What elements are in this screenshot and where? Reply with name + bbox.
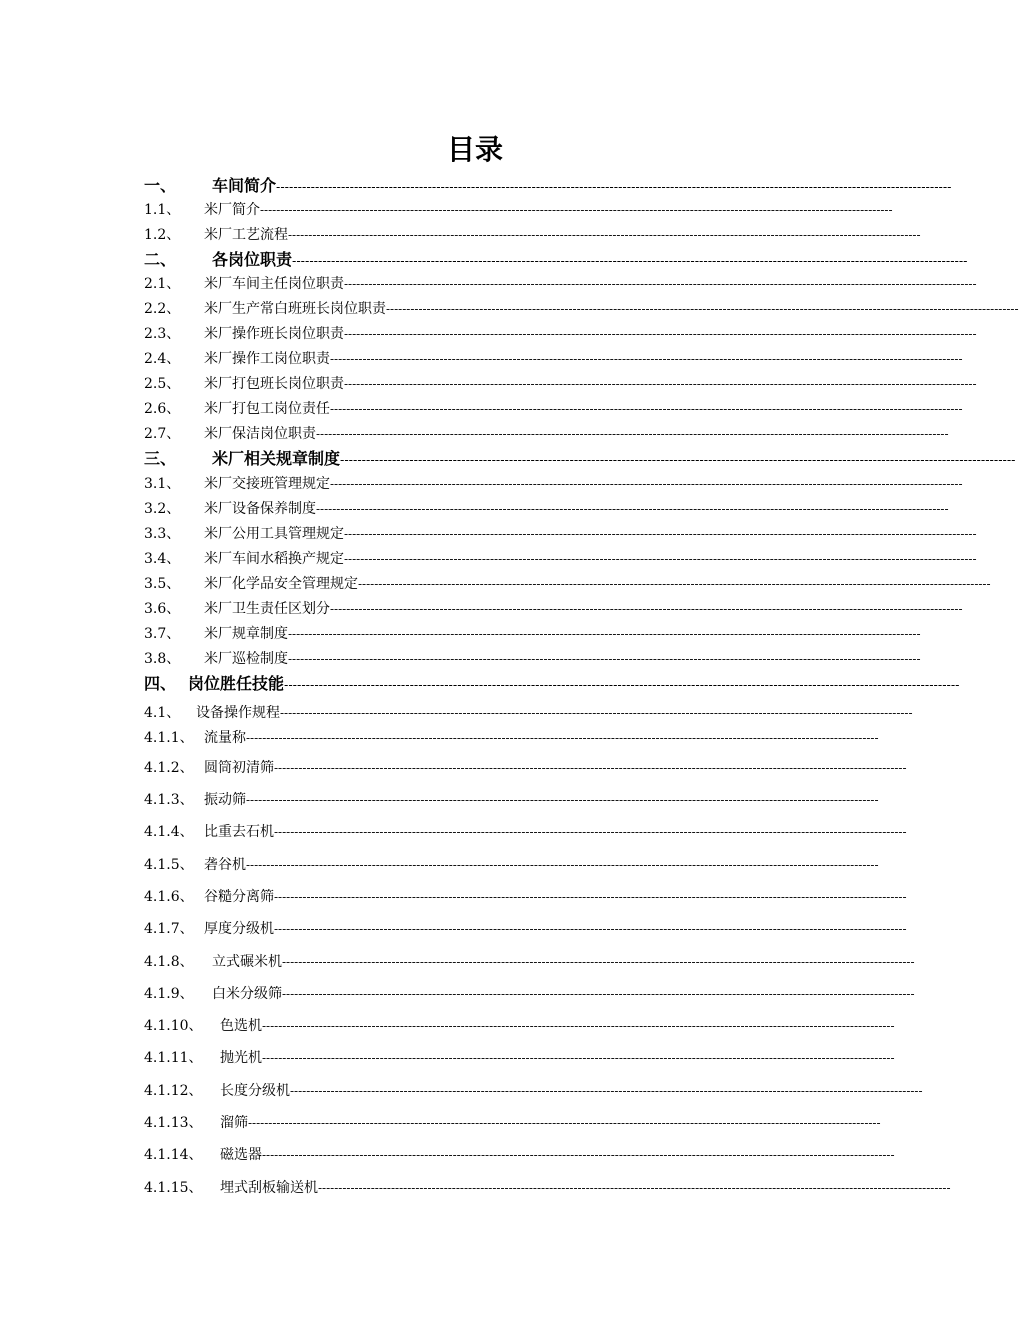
toc-entry-number: 2.7、 [144,426,181,442]
leader-dashes: ------------------------------------------------------------------------------------------------------------------------------------------------------------ [246,793,879,807]
toc-entry[interactable] [144,474,963,494]
toc-entry[interactable] [144,549,977,569]
toc-entry-number: 1.1、 [144,202,181,218]
toc-entry-number: 4.1.5、 [144,857,194,873]
toc-entry-number: 4.1.9、 [144,986,194,1002]
toc-entry-title: 流量称 [204,730,246,746]
toc-entry-number: 4.1.14、 [144,1147,203,1163]
toc-entry-title: 厚度分级机 [204,921,274,937]
toc-entry[interactable] [144,374,977,394]
toc-entry[interactable] [144,1081,923,1101]
toc-entry-number: 3.6、 [144,601,181,617]
toc-entry-title: 米厂打包工岗位责任 [204,401,330,417]
leader-dashes: ------------------------------------------------------------------------------------------------------------------------------------------------------------ [274,890,907,904]
toc-entry-title: 米厂化学品安全管理规定 [204,576,358,592]
toc-entry-title: 长度分级机 [220,1083,290,1099]
leader-dashes: ------------------------------------------------------------------------------------------------------------------------------------------------------------ [284,678,960,692]
toc-entry-number: 4.1.7、 [144,921,194,937]
toc-entry-number: 4.1.1、 [144,730,194,746]
toc-entry[interactable] [144,1113,881,1133]
toc-section[interactable] [144,449,1016,470]
toc-entry-number: 3.1、 [144,476,181,492]
toc-entry[interactable] [144,299,1019,319]
leader-dashes: ------------------------------------------------------------------------------------------------------------------------------------------------------------ [288,652,921,666]
toc-section[interactable] [144,176,952,197]
toc-entry[interactable] [144,349,963,369]
leader-dashes: ------------------------------------------------------------------------------------------------------------------------------------------------------------ [276,180,952,194]
leader-dashes: ------------------------------------------------------------------------------------------------------------------------------------------------------------ [274,825,907,839]
leader-dashes: ------------------------------------------------------------------------------------------------------------------------------------------------------------ [280,706,913,720]
toc-entry[interactable] [144,1145,895,1165]
toc-entry-title: 米厂规章制度 [204,626,288,642]
toc-entry-title: 米厂公用工具管理规定 [204,526,344,542]
toc-entry-title: 米厂设备保养制度 [204,501,316,517]
toc-entry[interactable] [144,1016,895,1036]
toc-entry-title: 米厂保洁岗位职责 [204,426,316,442]
toc-entry-title: 米厂交接班管理规定 [204,476,330,492]
leader-dashes: ------------------------------------------------------------------------------------------------------------------------------------------------------------ [330,402,963,416]
toc-entry-title: 抛光机 [220,1050,262,1066]
toc-entry-number: 2.4、 [144,351,181,367]
toc-entry-title: 振动筛 [204,792,246,808]
toc-entry-title: 圆筒初清筛 [204,760,274,776]
toc-entry-title: 磁选器 [220,1147,262,1163]
leader-dashes: ------------------------------------------------------------------------------------------------------------------------------------------------------------ [282,955,915,969]
leader-dashes: ------------------------------------------------------------------------------------------------------------------------------------------------------------ [246,858,879,872]
leader-dashes: ------------------------------------------------------------------------------------------------------------------------------------------------------------ [288,228,921,242]
leader-dashes: ------------------------------------------------------------------------------------------------------------------------------------------------------------ [330,602,963,616]
leader-dashes: ------------------------------------------------------------------------------------------------------------------------------------------------------------ [358,577,991,591]
leader-dashes: ------------------------------------------------------------------------------------------------------------------------------------------------------------ [344,527,977,541]
toc-entry-number: 4.1.10、 [144,1018,203,1034]
toc-entry[interactable] [144,919,907,939]
toc-entry-title: 米厂简介 [204,202,260,218]
toc-entry[interactable] [144,274,977,294]
toc-entry-title: 白米分级筛 [212,986,282,1002]
leader-dashes: ------------------------------------------------------------------------------------------------------------------------------------------------------------ [262,1148,895,1162]
toc-entry-title: 米厂打包班长岗位职责 [204,376,344,392]
toc-entry[interactable] [144,524,977,544]
toc-entry-number: 2.2、 [144,301,181,317]
leader-dashes: ------------------------------------------------------------------------------------------------------------------------------------------------------------ [316,502,949,516]
leader-dashes: ------------------------------------------------------------------------------------------------------------------------------------------------------------ [344,277,977,291]
toc-entry-number: 4.1.2、 [144,760,194,776]
toc-entry[interactable] [144,200,893,220]
toc-entry-title: 车间简介 [212,176,277,195]
toc-entry-number: 4.1、 [144,705,181,721]
toc-entry-title: 米厂操作工岗位职责 [204,351,330,367]
toc-entry-title: 米厂操作班长岗位职责 [204,326,344,342]
toc-entry[interactable] [144,424,949,444]
toc-entry-title: 各岗位职责 [212,250,293,269]
leader-dashes: ------------------------------------------------------------------------------------------------------------------------------------------------------------ [292,254,968,268]
toc-entry-title: 溜筛 [220,1115,248,1131]
leader-dashes: ------------------------------------------------------------------------------------------------------------------------------------------------------------ [288,627,921,641]
toc-entry-title: 设备操作规程 [196,705,280,721]
toc-entry-number: 3.4、 [144,551,181,567]
toc-entry-number: 4.1.15、 [144,1180,203,1196]
leader-dashes: ------------------------------------------------------------------------------------------------------------------------------------------------------------ [290,1084,923,1098]
toc-entry[interactable] [144,984,915,1004]
toc-entry-number: 4.1.8、 [144,954,194,970]
toc-entry-title: 砻谷机 [204,857,246,873]
toc-entry-number: 3.5、 [144,576,181,592]
toc-entry-number: 二、 [144,250,177,269]
toc-entry-number: 2.6、 [144,401,181,417]
toc-entry-title: 立式碾米机 [212,954,282,970]
toc-entry[interactable] [144,599,963,619]
leader-dashes: ------------------------------------------------------------------------------------------------------------------------------------------------------------ [262,1019,895,1033]
toc-entry-title: 米厂车间水稻换产规定 [204,551,344,567]
toc-entry-number: 3.2、 [144,501,181,517]
toc-entry-number: 4.1.12、 [144,1083,203,1099]
toc-entry-title: 米厂相关规章制度 [212,449,341,468]
toc-entry-number: 四、 [144,674,177,693]
toc-entry[interactable] [144,399,963,419]
toc-entry-number: 3.8、 [144,651,181,667]
toc-entry-title: 米厂车间主任岗位职责 [204,276,344,292]
toc-entry-number: 3.3、 [144,526,181,542]
toc-entry[interactable] [144,649,921,669]
page-title: 目录 [446,133,503,166]
toc-entry-number: 4.1.13、 [144,1115,203,1131]
toc-entry-title: 米厂工艺流程 [204,227,288,243]
toc-entry[interactable] [144,225,921,245]
toc-entry[interactable] [144,855,879,875]
leader-dashes: ------------------------------------------------------------------------------------------------------------------------------------------------------------ [274,761,907,775]
toc-entry-title: 比重去石机 [204,824,274,840]
toc-entry[interactable] [144,758,907,778]
leader-dashes: ------------------------------------------------------------------------------------------------------------------------------------------------------------ [274,922,907,936]
leader-dashes: ------------------------------------------------------------------------------------------------------------------------------------------------------------ [316,427,949,441]
leader-dashes: ------------------------------------------------------------------------------------------------------------------------------------------------------------ [386,302,1019,316]
leader-dashes: ------------------------------------------------------------------------------------------------------------------------------------------------------------ [344,327,977,341]
toc-entry-title: 米厂生产常白班班长岗位职责 [204,301,386,317]
leader-dashes: ------------------------------------------------------------------------------------------------------------------------------------------------------------ [330,477,963,491]
leader-dashes: ------------------------------------------------------------------------------------------------------------------------------------------------------------ [344,552,977,566]
toc-entry[interactable] [144,952,915,972]
toc-entry[interactable] [144,1178,951,1198]
toc-entry[interactable] [144,574,991,594]
toc-entry-title: 色选机 [220,1018,262,1034]
leader-dashes: ------------------------------------------------------------------------------------------------------------------------------------------------------------ [344,377,977,391]
toc-entry-number: 3.7、 [144,626,181,642]
toc-entry-title: 岗位胜任技能 [188,674,285,693]
toc-entry-number: 2.3、 [144,326,181,342]
toc-entry-number: 4.1.6、 [144,889,194,905]
leader-dashes: ------------------------------------------------------------------------------------------------------------------------------------------------------------ [282,987,915,1001]
toc-entry-number: 2.1、 [144,276,181,292]
toc-section[interactable] [144,674,960,695]
toc-entry-number: 三、 [144,449,177,468]
toc-entry-number: 一、 [144,176,177,195]
leader-dashes: ------------------------------------------------------------------------------------------------------------------------------------------------------------ [246,731,879,745]
leader-dashes: ------------------------------------------------------------------------------------------------------------------------------------------------------------ [340,453,1016,467]
toc-entry[interactable] [144,624,921,644]
toc-entry-title: 谷糙分离筛 [204,889,274,905]
leader-dashes: ------------------------------------------------------------------------------------------------------------------------------------------------------------ [260,203,893,217]
toc-entry[interactable] [144,703,913,723]
toc-entry[interactable] [144,499,949,519]
leader-dashes: ------------------------------------------------------------------------------------------------------------------------------------------------------------ [262,1051,895,1065]
toc-entry[interactable] [144,324,977,344]
toc-entry-title: 米厂巡检制度 [204,651,288,667]
toc-entry[interactable] [144,728,879,748]
toc-section[interactable] [144,250,968,271]
toc-entry[interactable] [144,1048,895,1068]
toc-entry-title: 埋式刮板输送机 [220,1180,318,1196]
toc-entry-title: 米厂卫生责任区划分 [204,601,330,617]
leader-dashes: ------------------------------------------------------------------------------------------------------------------------------------------------------------ [248,1116,881,1130]
toc-entry[interactable] [144,790,879,810]
leader-dashes: ------------------------------------------------------------------------------------------------------------------------------------------------------------ [330,352,963,366]
toc-entry-number: 4.1.3、 [144,792,194,808]
toc-entry-number: 4.1.4、 [144,824,194,840]
leader-dashes: ------------------------------------------------------------------------------------------------------------------------------------------------------------ [318,1181,951,1195]
toc-entry[interactable] [144,887,907,907]
toc-entry[interactable] [144,822,907,842]
toc-entry-number: 2.5、 [144,376,181,392]
toc-entry-number: 1.2、 [144,227,181,243]
toc-entry-number: 4.1.11、 [144,1050,203,1066]
